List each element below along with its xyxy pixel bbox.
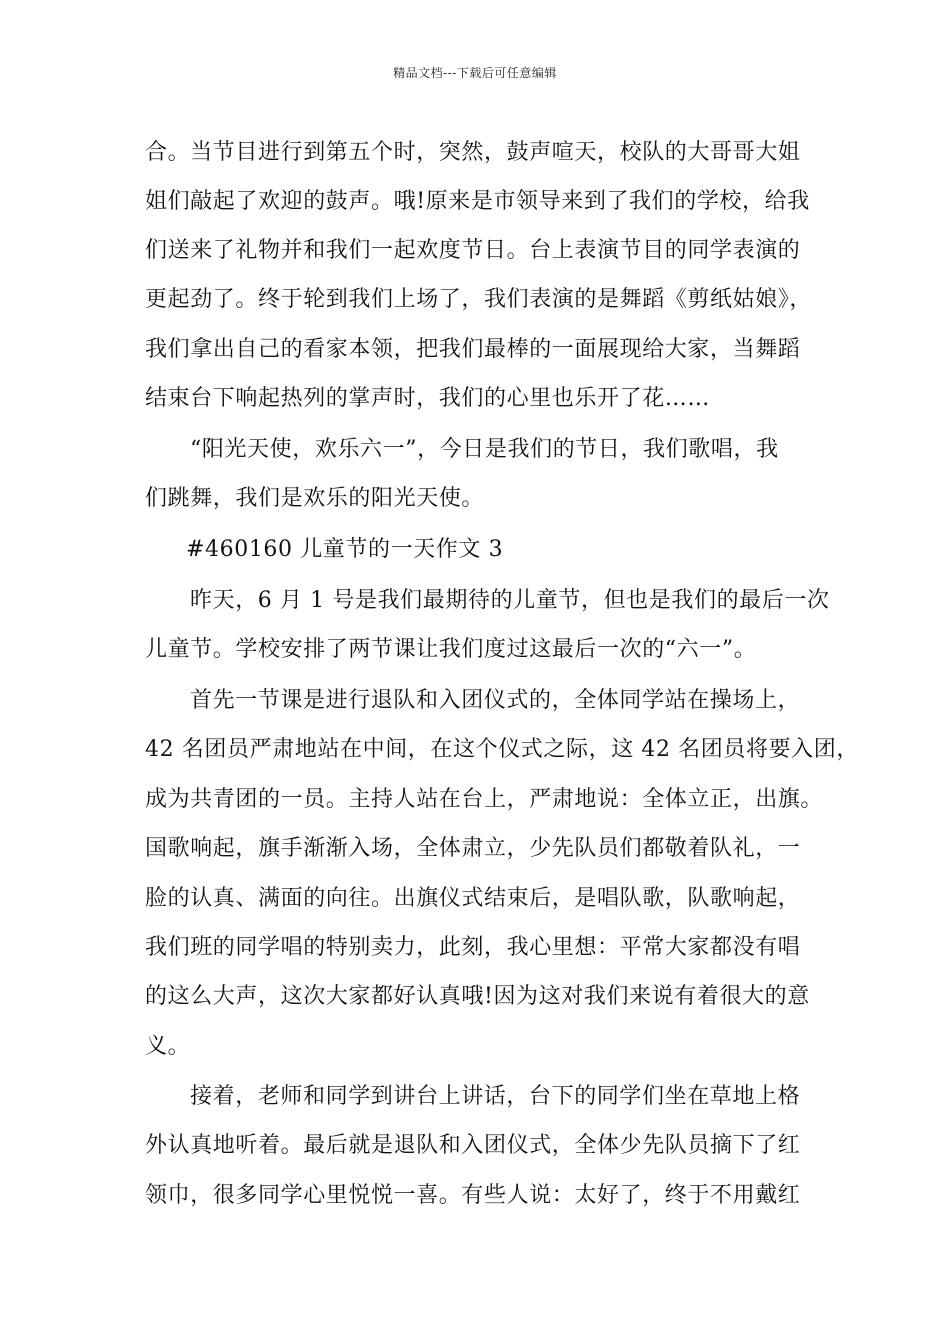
body-line: 合。当节目进行到第五个时，突然，鼓声喧天，校队的大哥哥大姐 — [145, 140, 801, 165]
body-line: 昨天，6 月 1 号是我们最期待的儿童节，但也是我们的最后一次 — [190, 588, 830, 613]
body-line: 首先一节课是进行退队和入团仪式的，全体同学站在操场上， — [190, 688, 801, 713]
body-line: 国歌响起，旗手渐渐入场，全体肃立，少先队员们都敬着队礼，一 — [145, 836, 801, 861]
body-line: 们送来了礼物并和我们一起欢度节日。台上表演节目的同学表演的 — [145, 238, 801, 263]
body-line: 脸的认真、满面的向往。出旗仪式结束后，是唱队歌，队歌响起， — [145, 886, 801, 911]
body-line: 儿童节。学校安排了两节课让我们度过这最后一次的“六一”。 — [145, 637, 757, 662]
body-line: 领巾，很多同学心里悦悦一喜。有些人说：太好了，终于不用戴红 — [145, 1183, 801, 1208]
page-header: 精品文档---下载后可任意编辑 — [393, 66, 557, 80]
body-line: 成为共青团的一员。主持人站在台上，严肃地说：全体立正，出旗。 — [145, 787, 824, 812]
body-line: 姐们敲起了欢迎的鼓声。哦!原来是市领导来到了我们的学校，给我 — [145, 189, 810, 214]
body-line: 我们拿出自己的看家本领，把我们最棒的一面展现给大家，当舞蹈 — [145, 337, 801, 362]
body-line: 外认真地听着。最后就是退队和入团仪式，全体少先队员摘下了红 — [145, 1133, 801, 1158]
body-line: 们跳舞，我们是欢乐的阳光天使。 — [145, 486, 485, 511]
body-line: 我们班的同学唱的特别卖力，此刻，我心里想：平常大家都没有唱 — [145, 935, 801, 960]
section-heading: #460160 儿童节的一天作文 3 — [186, 537, 504, 562]
body-line: “阳光天使，欢乐六一”，今日是我们的节日，我们歌唱，我 — [190, 437, 779, 462]
body-line: 的这么大声，这次大家都好认真哦!因为这对我们来说有着很大的意 — [145, 984, 810, 1009]
body-line: 义。 — [145, 1034, 191, 1059]
body-line: 结束台下响起热列的掌声时，我们的心里也乐开了花…… — [145, 386, 711, 411]
body-line: 42 名团员严肃地站在中间，在这个仪式之际，这 42 名团员将要入团， — [145, 737, 859, 762]
body-line: 更起劲了。终于轮到我们上场了，我们表演的是舞蹈《剪纸姑娘》， — [145, 287, 813, 312]
body-line: 接着，老师和同学到讲台上讲话，台下的同学们坐在草地上格 — [190, 1084, 801, 1109]
